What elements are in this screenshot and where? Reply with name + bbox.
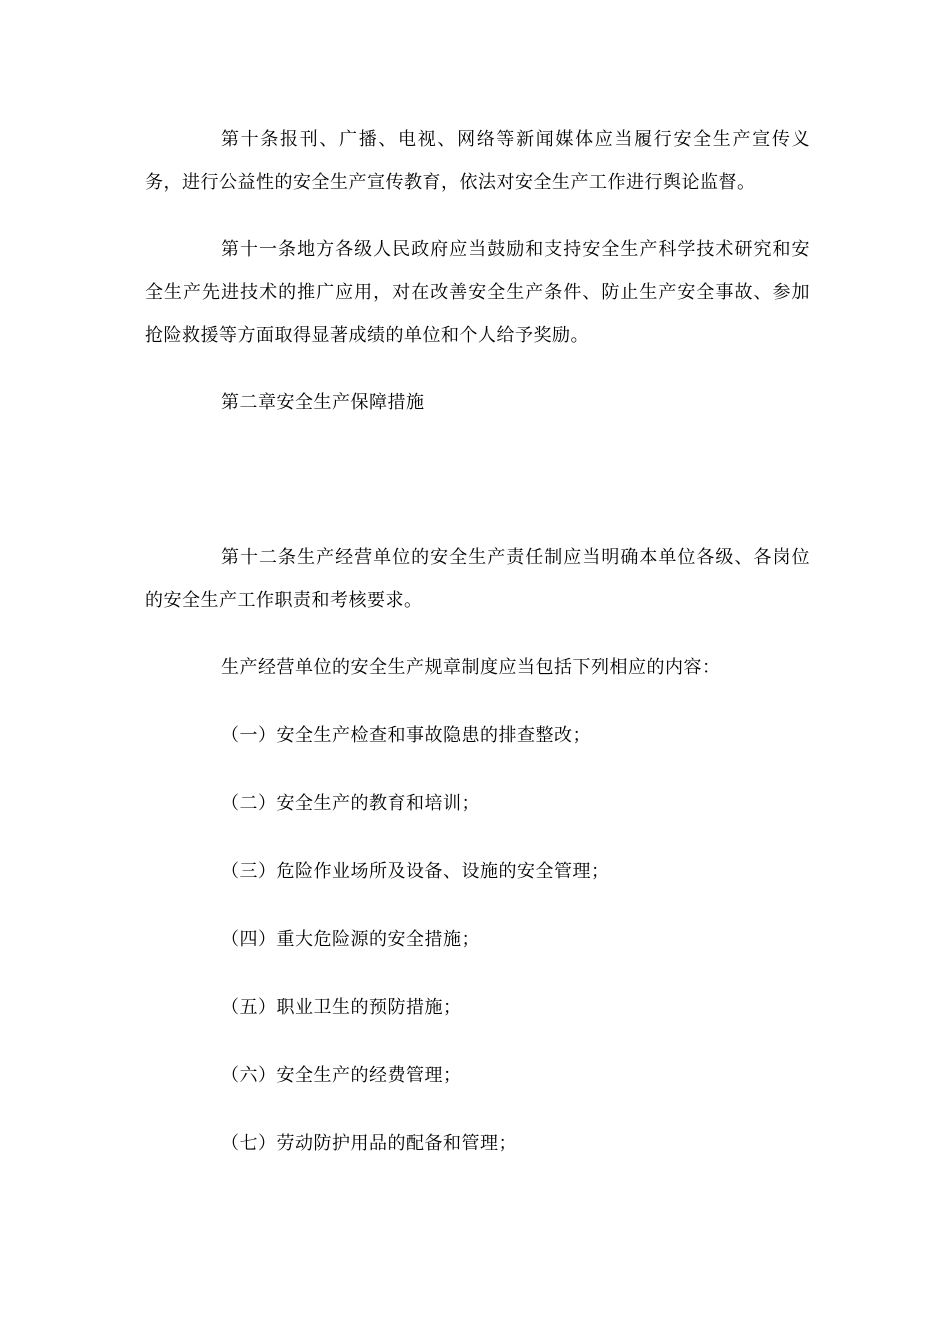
list-item: （五）职业卫生的预防措施；: [221, 997, 462, 1018]
article-12-paragraph: 第十二条生产经营单位的安全生产责任制应当明确本单位各级、各岗位的安全生产工作职责和考核要求。: [145, 547, 810, 611]
chapter-2-heading: 第二章安全生产保障措施: [221, 392, 425, 413]
list-item: （三）危险作业场所及设备、设施的安全管理；: [221, 861, 610, 882]
article-11-paragraph: 第十一条地方各级人民政府应当鼓励和支持安全生产科学技术研究和安全生产先进技术的推广应用，对在改善安全生产条件、防止生产安全事故、参加抢险救援等方面取得显著成绩的单位和个人给予奖励。: [145, 239, 810, 346]
list-item: （二）安全生产的教育和培训；: [221, 793, 480, 814]
list-item: （一）安全生产检查和事故隐患的排查整改；: [221, 725, 591, 746]
document-body: [145, 118, 810, 1190]
list-item: （四）重大危险源的安全措施；: [221, 929, 480, 950]
rules-intro-paragraph: 生产经营单位的安全生产规章制度应当包括下列相应的内容：: [221, 657, 721, 678]
article-10-paragraph: 第十条报刊、广播、电视、网络等新闻媒体应当履行安全生产宣传义务，进行公益性的安全生产宣传教育，依法对安全生产工作进行舆论监督。: [145, 129, 810, 193]
list-item: （六）安全生产的经费管理；: [221, 1065, 462, 1086]
list-item: （七）劳动防护用品的配备和管理；: [221, 1133, 517, 1154]
